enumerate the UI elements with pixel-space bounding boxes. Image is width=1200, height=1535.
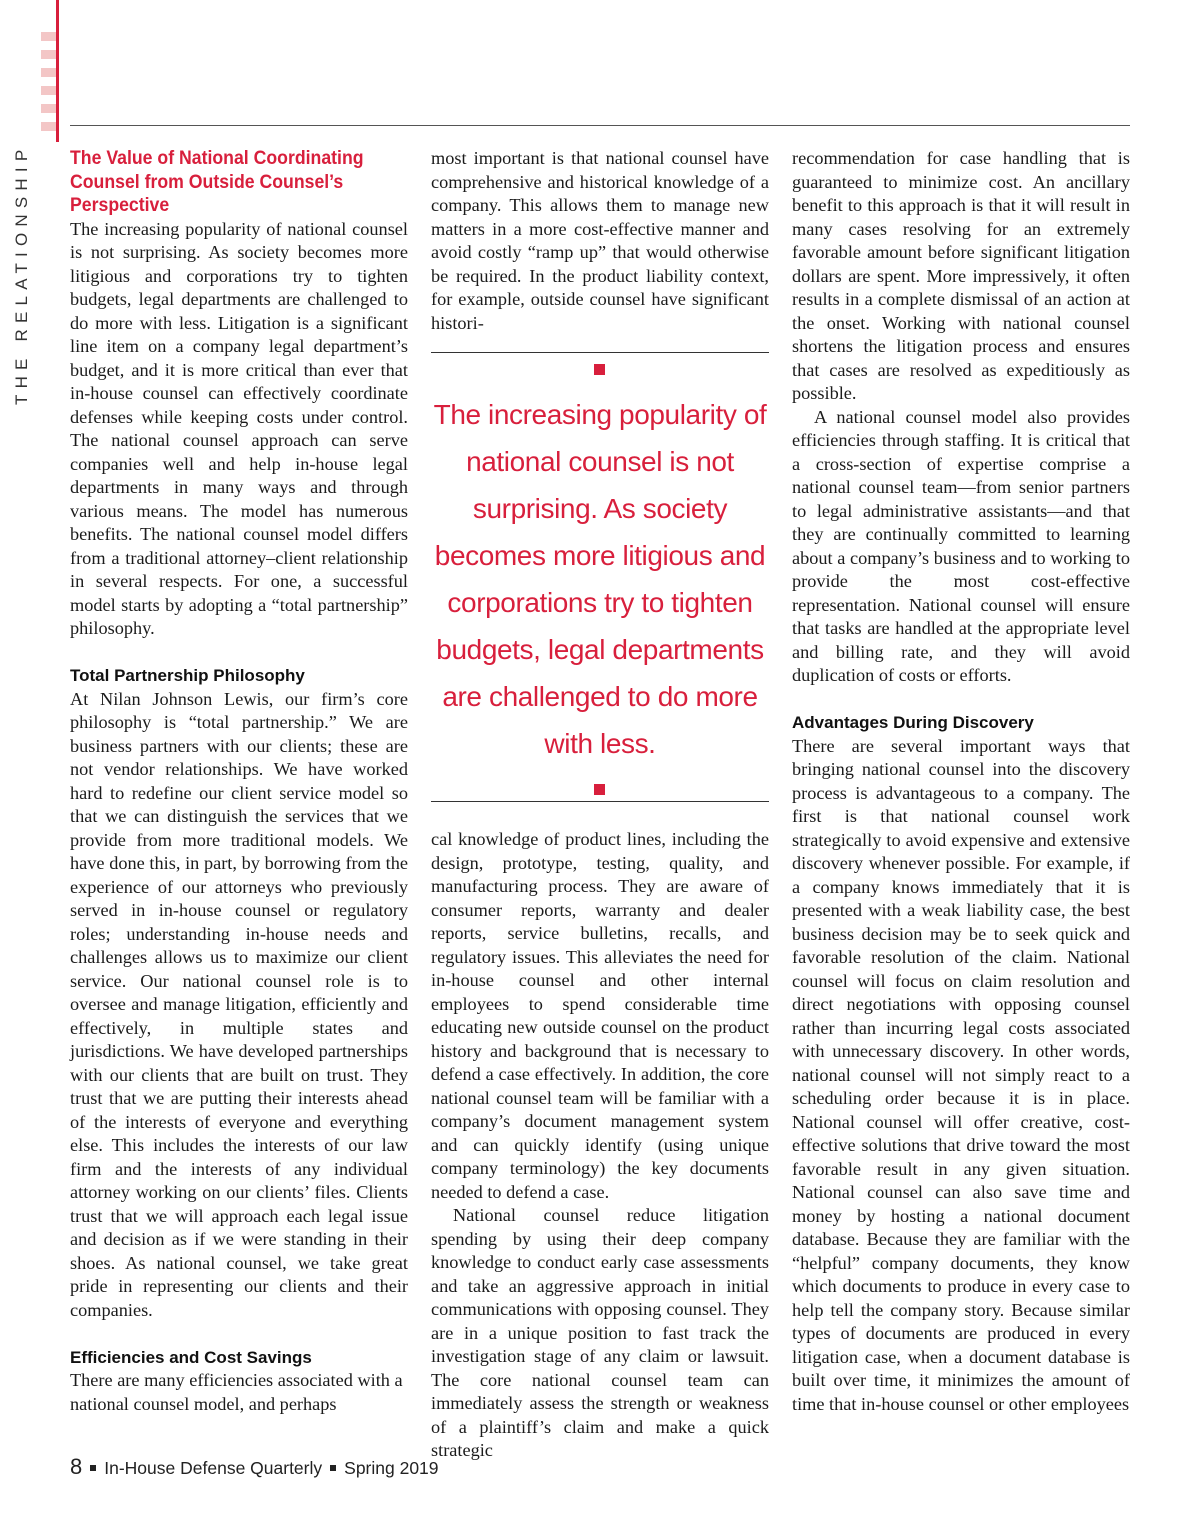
subheading-discovery: Advantages During Discovery [792, 713, 1034, 732]
column-3 [792, 147, 1130, 1416]
square-bullet-icon [594, 364, 605, 375]
square-bullet-icon [594, 784, 605, 795]
bullet-icon [90, 1465, 96, 1471]
pull-quote-text: The increasing popularity of national counsel is not surprising. As society becomes more litigious and corporations try to tighten budgets, legal departments are challenged to do more with less. [433, 399, 767, 759]
publication-name: In-House Defense Quarterly [104, 1458, 323, 1478]
paragraph: A national counsel model also provides efficiencies through staffing. It is critical that a cross-section of expertise comprise a national counsel team—from senior partners to legal administrative assistants—and that they are continually committed to learning about a company’s business and to working to provide the most cost-effective representation. National counsel will ensure that tasks are handled at the appropriate level and billing rate, and they will avoid duplication of costs or efforts. [792, 406, 1130, 685]
column-2-continued [431, 828, 769, 1463]
paragraph: There are several important ways that bringing national counsel into the discovery process is advantageous to a company. The first is that national counsel work strategically to avoid expensive and extensive discovery whenever possible. For example, if a company knows immediately that it is presented with a weak liability case, the best business decision may be to seek quick and favorable resolution of the claim. National counsel will focus on claim resolution and direct negotiations with opposing counsel rather than incurring legal costs associated with unnecessary discovery. In other words, national counsel will not simply react to a scheduling order because it is in place. National counsel will offer creative, cost-effective solutions that drive toward the most favorable result in any given situation. National counsel can also save time and money by hosting a national document database. Because they are familiar with the “helpful” company documents, they know which documents to produce in every case to help tell the company story. Because similar types of documents are produced in every litigation case, when a document database is built over time, it minimizes the amount of time that in-house counsel or other employees [792, 735, 1130, 1414]
page-footer [70, 1454, 439, 1480]
column-2 [431, 147, 769, 335]
article-section-title: The Value of National Coordinating Counsel from Outside Counsel’s Perspective [70, 148, 364, 216]
section-label: THE RELATIONSHIP [12, 143, 31, 405]
paragraph: There are many efficiencies associated with a national counsel model, and perhaps [70, 1370, 403, 1414]
paragraph: recommendation for case handling that is guaranteed to minimize cost. An ancillary benefit to this approach is that it will result in many cases resolving for an extremely favorable amount before significant litigation dollars are spent. More impressively, it often results in a complete dismissal of an action at the onset. Working with national counsel shortens the litigation process and ensures that cases are resolved as expeditiously as possible. [792, 148, 1130, 403]
page-number: 8 [70, 1454, 83, 1479]
side-accent-bar [56, 0, 59, 142]
paragraph: The increasing popularity of national counsel is not surprising. As society becomes more litigious and corporations try to tighten budgets, legal departments are challenged to do more with less. Litigation is a significant line item on a company legal department’s budget, and it is more critical than ever that in-house counsel can effectively coordinate defenses while keeping costs under control. The national counsel approach can serve companies well and help in-house legal departments in many ways and through various means. The model has numerous benefits. The national counsel model differs from a traditional attorney–client relationship in several respects. For one, a successful model starts by adopting a “total partnership” philosophy. [70, 218, 408, 638]
subheading-efficiencies: Efficiencies and Cost Savings [70, 1347, 312, 1367]
top-rule [70, 125, 1130, 126]
subheading-total-partnership: Total Partnership Philosophy [70, 666, 305, 685]
column-1 [70, 147, 408, 1416]
bullet-icon [330, 1465, 336, 1471]
paragraph: most important is that national counsel have comprehensive and historical knowledge of a company. This allows them to manage new matters in a more cost-effective manner and avoid costly “ramp up” that would otherwise be required. In the product liability context, for example, outside counsel have significant histori- [431, 148, 769, 333]
paragraph: cal knowledge of product lines, including the design, prototype, testing, quality, and manufacturing process. They are aware of consumer reports, warranty and dealer reports, service bulletins, recalls, and regulatory issues. This alleviates the need for in-house counsel and other internal employees to spend considerable time educating new outside counsel on the product history and background that is necessary to defend a case effectively. In addition, the core national counsel team will be familiar with a company’s document management system and can quickly identify (using unique company terminology) the key documents needed to defend a case. [431, 829, 769, 1202]
paragraph: At Nilan Johnson Lewis, our firm’s core philosophy is “total partnership.” We are business partners with our clients; these are not vendor relationships. We have worked hard to redefine our client service model so that we can distinguish the services that we provide from more traditional models. We have done this, in part, by borrowing from the experience of our attorneys who previously served in in-house counsel or regulatory roles; understanding in-house needs and challenges allows us to maximize our client service. Our national counsel role is to oversee and manage litigation, efficiently and effectively, in multiple states and jurisdictions. We have developed partnerships with our clients that are built on trust. They trust that we are putting their interests ahead of the interests of everyone and everything else. This includes the interests of our law firm and the interests of any individual attorney working on our clients’ files. Clients trust that we will approach each legal issue and decision as if we were standing in their shoes. As national counsel, we take great pride in representing our clients and their companies. [70, 688, 408, 1320]
paragraph: National counsel reduce litigation spending by using their deep company knowledge to conduct early case assessments and take an aggressive approach in initial communications with opposing counsel. They are in a unique position to fast track the investigation stage of any claim or lawsuit. The core national counsel team can immediately assess the strength or weakness of a plaintiff’s claim and make a quick strategic [431, 1205, 769, 1460]
issue-date: Spring 2019 [344, 1458, 439, 1478]
pull-quote [431, 352, 769, 802]
